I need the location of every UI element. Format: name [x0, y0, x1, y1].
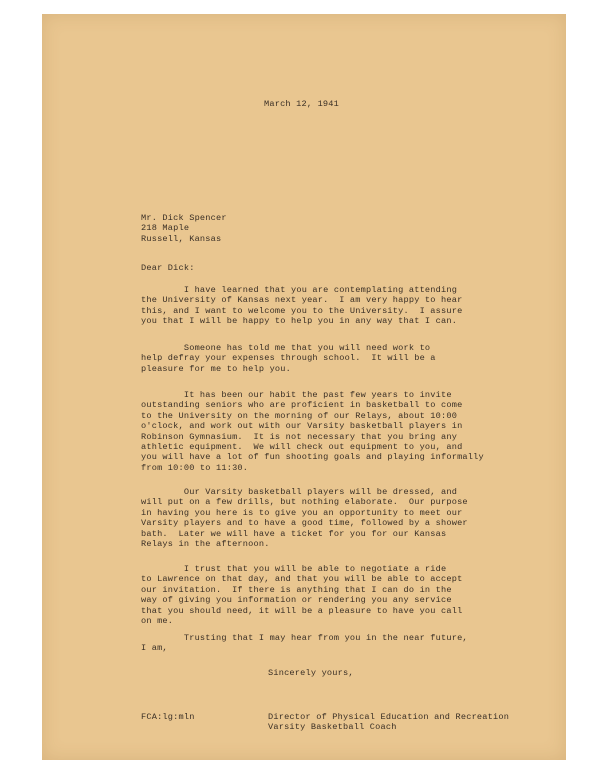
paragraph-line: from 10:00 to 11:30.	[141, 462, 249, 473]
recipient-line: Russell, Kansas	[141, 233, 222, 244]
paragraph-line: Relays in the afternoon.	[141, 539, 270, 550]
typist-initials: FCA:lg:mln	[141, 712, 195, 722]
paragraph-line: that you should need, it will be a pleasure to have you call	[141, 605, 463, 616]
paragraph-line: I am,	[141, 643, 168, 654]
closing: Sincerely yours,	[268, 668, 354, 678]
salutation: Dear Dick:	[141, 263, 195, 273]
paragraph-line: this, and I want to welcome you to the University. I assure	[141, 305, 463, 316]
paragraph-line: athletic equipment. We will check out equipment to you, and	[141, 442, 463, 453]
paragraph-line: Varsity players and to have a good time, followed by a shower	[141, 518, 468, 529]
paragraph-line: pleasure for me to help you.	[141, 363, 291, 374]
paragraph-line: in having you here is to give you an opportunity to meet our	[141, 507, 463, 518]
signature-title	[268, 712, 509, 733]
paragraph-line: help defray your expenses through school. It will be a	[141, 353, 436, 364]
letter-date: March 12, 1941	[264, 99, 339, 109]
paragraph-line: bath. Later we will have a ticket for you for our Kansas	[141, 528, 447, 539]
recipient-address	[141, 213, 227, 244]
signature-title-line: Director of Physical Education and Recreation	[268, 712, 510, 722]
paragraph-line: will put on a few drills, but nothing elaborate. Our purpose	[141, 497, 468, 508]
paragraph-line: Our Varsity basketball players will be dressed, and	[141, 487, 458, 497]
paragraph-5	[141, 564, 462, 626]
recipient-line: 218 Maple	[141, 223, 190, 234]
paragraph-line: It has been our habit the past few years to invite	[141, 390, 452, 400]
paragraph-line: you that I will be happy to help you in any way that I can.	[141, 316, 458, 327]
signature-title-line: Varsity Basketball Coach	[268, 722, 397, 733]
paragraph-4	[141, 487, 468, 549]
paragraph-line: our invitation. If there is anything that I can do in the	[141, 584, 452, 595]
paragraph-line: way of giving you information or rendering you any service	[141, 595, 452, 606]
paragraph-line: o'clock, and work out with our Varsity basketball players in	[141, 421, 463, 432]
paragraph-line: to Lawrence on that day, and that you will be able to accept	[141, 574, 463, 585]
paragraph-line: Someone has told me that you will need work to	[141, 343, 431, 353]
paragraph-line: Trusting that I may hear from you in the near future,	[141, 633, 468, 643]
paragraph-2	[141, 343, 436, 374]
paragraph-line: you will have a lot of fun shooting goals and playing informally	[141, 452, 484, 463]
paragraph-1	[141, 285, 462, 327]
recipient-line: Mr. Dick Spencer	[141, 213, 227, 223]
paragraph-line: Robinson Gymnasium. It is not necessary that you bring any	[141, 431, 458, 442]
paragraph-line: I trust that you will be able to negotiate a ride	[141, 564, 447, 574]
paragraph-line: the University of Kansas next year. I am very happy to hear	[141, 295, 463, 306]
paragraph-line: to the University on the morning of our Relays, about 10:00	[141, 410, 458, 421]
paragraph-line: on me.	[141, 616, 174, 627]
letter-page	[42, 14, 566, 760]
paragraph-6	[141, 633, 468, 654]
paragraph-line: outstanding seniors who are proficient in basketball to come	[141, 400, 463, 411]
paragraph-line: I have learned that you are contemplating attending	[141, 285, 458, 295]
paragraph-3	[141, 390, 484, 473]
